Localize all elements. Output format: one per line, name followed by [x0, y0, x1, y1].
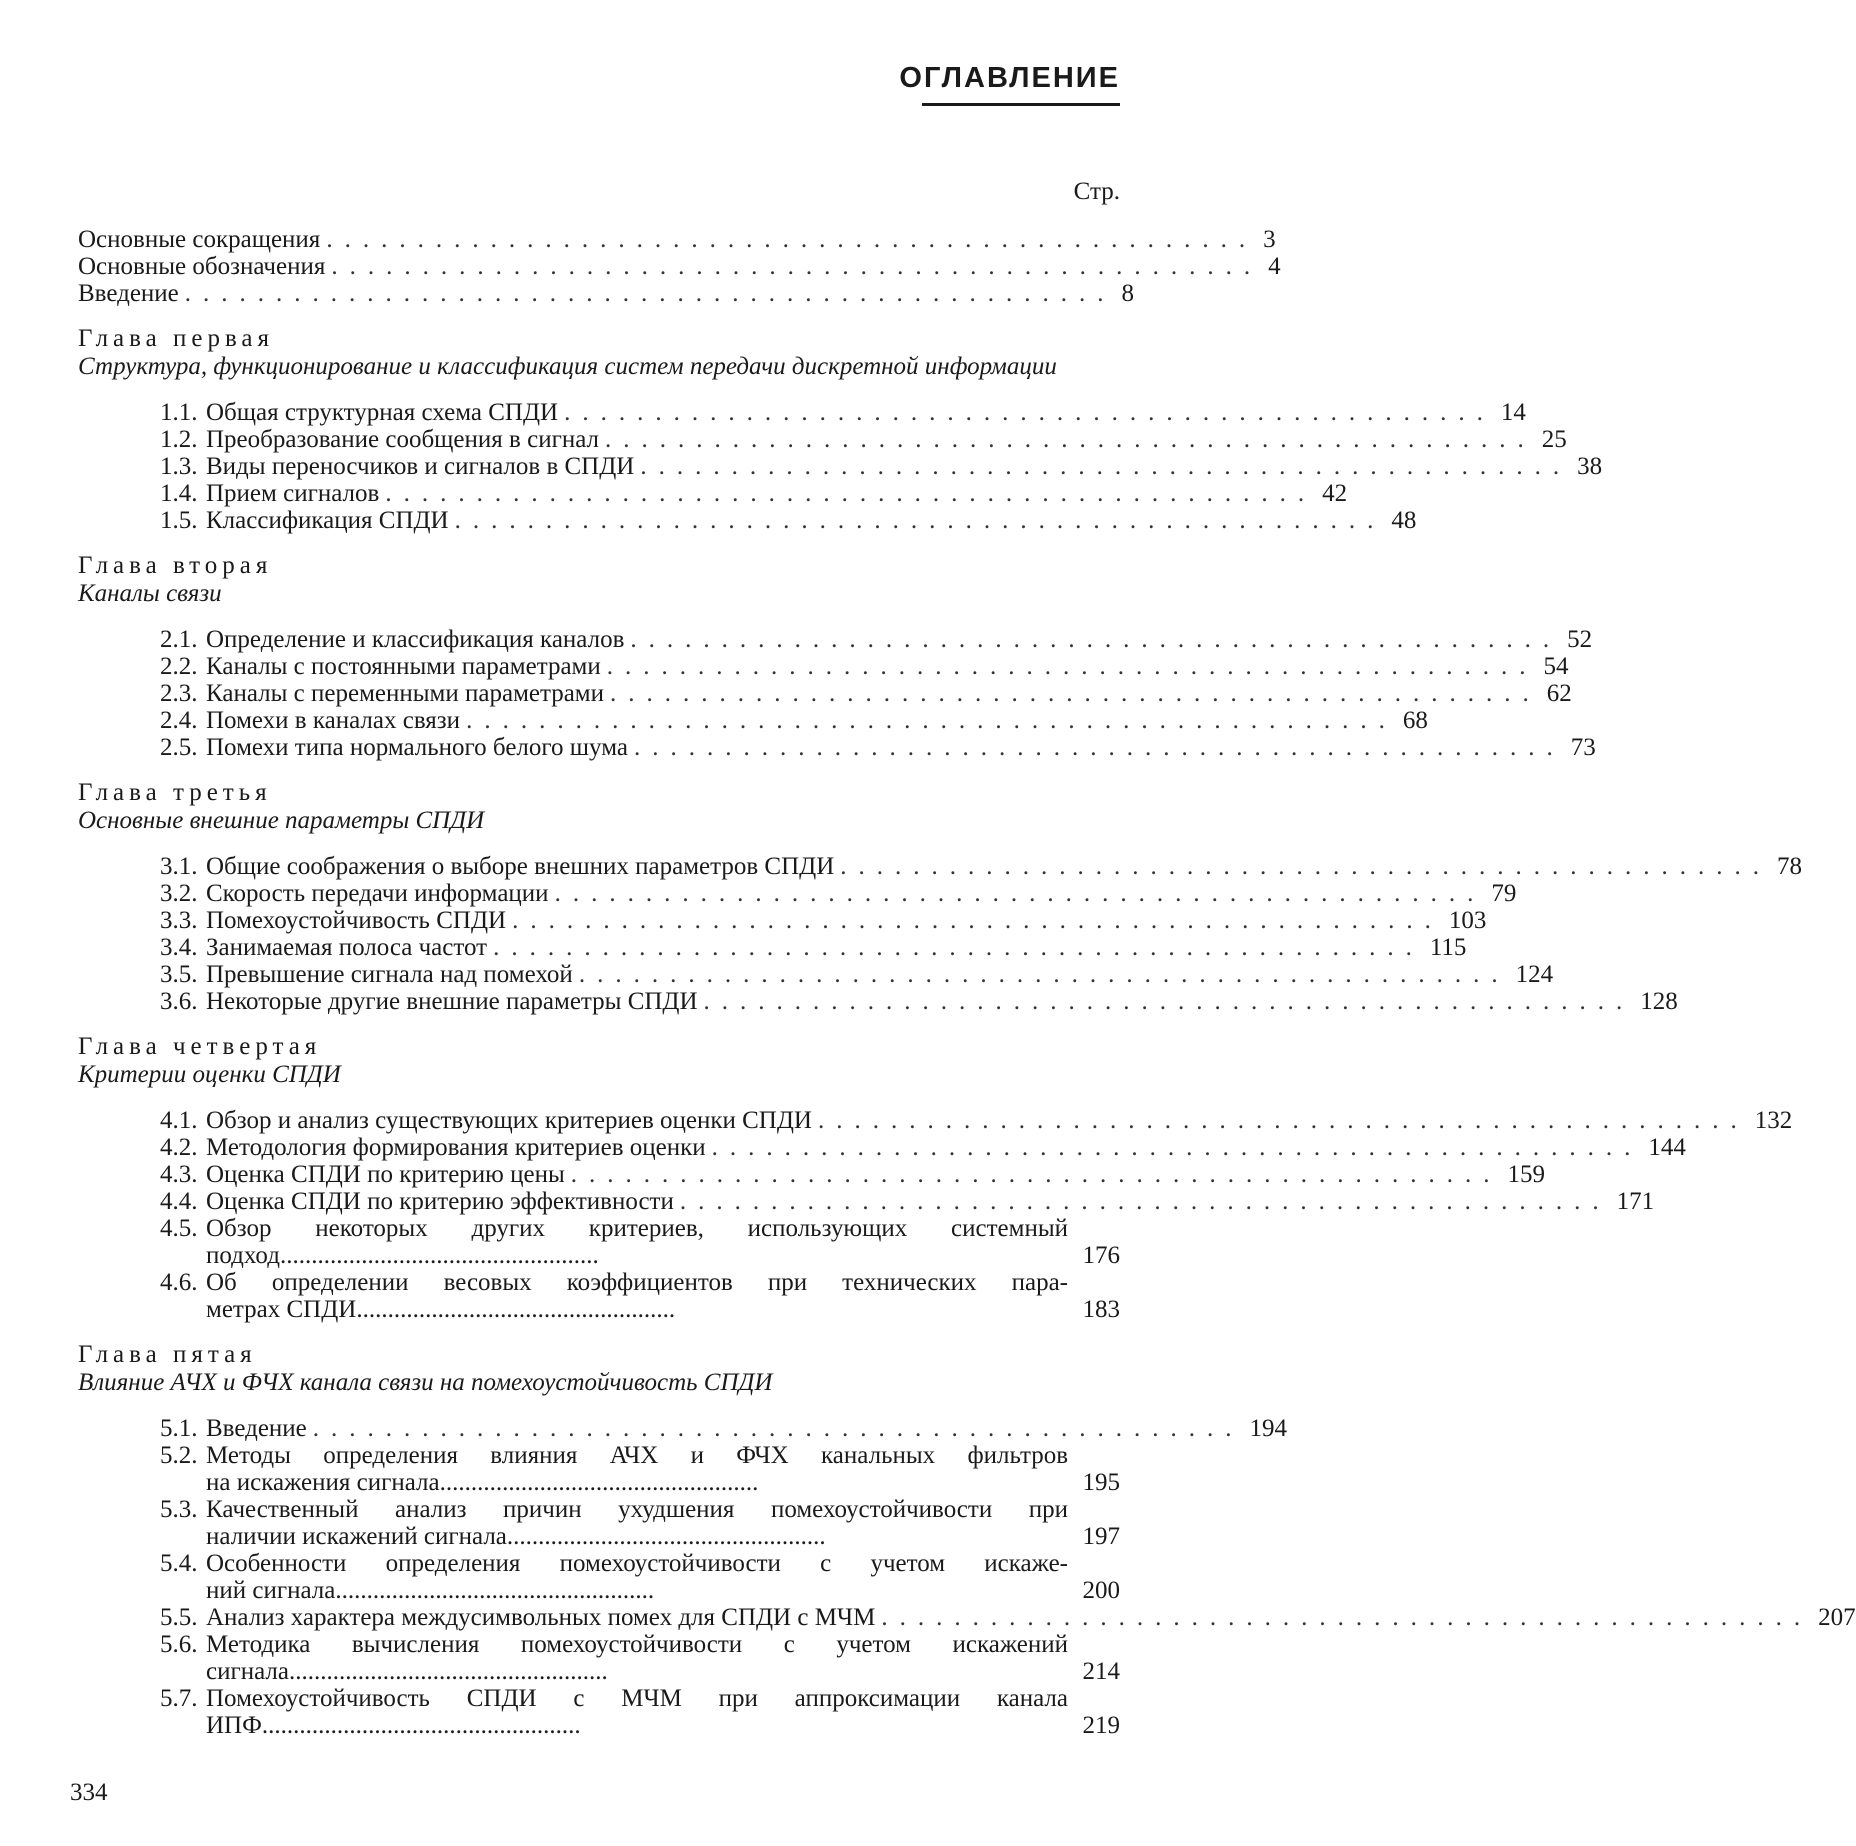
toc-section-page: 219 [1082, 1712, 1120, 1739]
section-number: 3.2. [160, 880, 198, 907]
toc-section [78, 988, 1678, 1015]
section-title-line2: ний сигнала [206, 1577, 336, 1604]
section-number: 4.4. [160, 1188, 198, 1215]
dot-leader: ................................................... [512, 907, 1443, 934]
toc-section-label [160, 961, 573, 988]
chapter-title [78, 1061, 1120, 1089]
toc-section-page: 194 [1249, 1415, 1288, 1442]
toc-section [78, 1631, 1120, 1685]
section-title: Определение и классификация каналов [206, 626, 625, 653]
dot-leader: ................................................... [454, 507, 1386, 534]
section-number: 1.1. [160, 399, 198, 426]
toc-section-page: 195 [1082, 1469, 1120, 1496]
toc-section [78, 626, 1593, 653]
toc-section-label [160, 907, 506, 934]
dot-leader: ................................................... [289, 1658, 608, 1685]
section-title-line2: метрах СПДИ [206, 1296, 357, 1323]
section-number: 4.6. [160, 1269, 198, 1296]
toc-section-label [160, 680, 604, 707]
toc-section [78, 1215, 1120, 1269]
section-title: Общая структурная схема СПДИ [206, 399, 559, 426]
section-title: Помехи типа нормального белого шума [206, 734, 628, 761]
section-number: 1.3. [160, 453, 198, 480]
dot-leader: ................................................... [385, 480, 1317, 507]
toc-section-page: 124 [1515, 961, 1554, 988]
section-title: Введение [206, 1415, 307, 1442]
dot-leader: ................................................... [840, 853, 1772, 880]
toc-section-label [160, 453, 634, 480]
section-title: Оценка СПДИ по критерию эффективности [206, 1188, 674, 1215]
section-title-line2: сигнала [206, 1658, 289, 1685]
section-title-last-line [206, 1712, 1120, 1739]
toc-section-page: 132 [1754, 1107, 1793, 1134]
dot-leader: ................................................... [578, 961, 1510, 988]
section-title-line1: Методы определения влияния АЧХ и ФЧХ канальных фильтров [206, 1442, 1068, 1469]
toc-section-page: 25 [1541, 426, 1567, 453]
section-number: 3.1. [160, 853, 198, 880]
section-number: 2.4. [160, 707, 198, 734]
dot-leader: ................................................... [279, 1242, 599, 1269]
section-number: 5.7. [160, 1685, 198, 1712]
section-title: Методология формирования критериев оценки [206, 1134, 706, 1161]
toc-section-label [160, 653, 601, 680]
toc-section-label [160, 1415, 307, 1442]
toc-section-label [160, 1604, 875, 1631]
dot-leader: ................................................... [356, 1296, 676, 1323]
chapter-title [78, 1369, 1120, 1397]
dot-leader: ................................................... [703, 988, 1635, 1015]
toc-section-label [160, 880, 549, 907]
dot-leader: ................................................... [817, 1107, 1749, 1134]
toc-section [78, 1604, 1856, 1631]
dot-leader: ................................................... [506, 1523, 826, 1550]
toc-section-page: 144 [1648, 1134, 1686, 1161]
toc-section [78, 653, 1569, 680]
section-title-line1: Методика вычисления помехоустойчивости с учетом искажений [206, 1631, 1068, 1658]
section-number: 1.2. [160, 426, 198, 453]
dot-leader: ................................................... [679, 1188, 1611, 1215]
section-title: Каналы с постоянными параметрами [206, 653, 601, 680]
toc-section-page: 200 [1082, 1577, 1120, 1604]
section-body [206, 1550, 1120, 1604]
toc-section [78, 707, 1428, 734]
chapter-title-text: Влияние АЧХ и ФЧХ канала связи на помехоустойчивость СПДИ [78, 1369, 773, 1396]
dot-leader: ................................................... [493, 934, 1424, 961]
title-underline [922, 103, 1120, 106]
chapter-heading: Глава третья [78, 779, 272, 806]
toc-section [78, 399, 1526, 426]
toc-section [78, 1415, 1288, 1442]
chapter-title [78, 353, 1120, 381]
section-title: Оценка СПДИ по критерию цены [206, 1161, 565, 1188]
section-number: 5.6. [160, 1631, 198, 1658]
section-title: Классификация СПДИ [206, 507, 449, 534]
section-title-last-line [206, 1523, 1120, 1550]
toc-section-label [160, 626, 624, 653]
section-title: Помехоустойчивость СПДИ [206, 907, 507, 934]
dot-leader: ................................................... [640, 453, 1572, 480]
section-title-last-line [206, 1577, 1120, 1604]
toc-section-page: 68 [1402, 707, 1428, 734]
toc-section-page: 128 [1640, 988, 1678, 1015]
section-title-line1: Об определении весовых коэффициентов при технических пара- [206, 1269, 1068, 1296]
toc-section [78, 1107, 1793, 1134]
toc-section-page: 176 [1082, 1242, 1120, 1269]
toc-section [78, 1161, 1545, 1188]
section-number: 4.3. [160, 1161, 198, 1188]
toc-section [78, 1685, 1120, 1739]
chapter-heading: Глава первая [78, 325, 275, 352]
chapter-title-text: Основные внешние параметры СПДИ [78, 807, 485, 834]
dot-leader: ................................................... [711, 1134, 1643, 1161]
toc-section [78, 1442, 1120, 1496]
section-number: 2.1. [160, 626, 198, 653]
toc-entry-page: 3 [1263, 226, 1276, 253]
toc-section-label [160, 507, 449, 534]
dot-leader: ................................................... [881, 1604, 1813, 1631]
section-title: Превышение сигнала над помехой [206, 961, 573, 988]
dot-leader: ................................................... [184, 280, 1116, 307]
section-number: 2.5. [160, 734, 198, 761]
toc-section-page: 48 [1391, 507, 1417, 534]
dot-leader: ................................................... [326, 226, 1258, 253]
section-body [206, 1442, 1120, 1496]
section-title-line2: ИПФ [206, 1712, 262, 1739]
page-title: ОГЛАВЛЕНИЕ [899, 62, 1120, 94]
toc-section [78, 961, 1554, 988]
section-number: 3.4. [160, 934, 198, 961]
section-title: Некоторые другие внешние параметры СПДИ [206, 988, 698, 1015]
toc-section [78, 734, 1596, 761]
section-title-line2: на искажения сигнала [206, 1469, 440, 1496]
dot-leader: ................................................... [466, 707, 1397, 734]
toc-section [78, 680, 1572, 707]
toc-section-page: 73 [1570, 734, 1596, 761]
section-title: Преобразование сообщения в сигнал [206, 426, 599, 453]
toc-section [78, 1134, 1686, 1161]
section-title: Каналы с переменными параметрами [206, 680, 605, 707]
section-title: Обзор и анализ существующих критериев оценки СПДИ [206, 1107, 812, 1134]
section-title: Помехи в каналах связи [206, 707, 461, 734]
toc-section-label [160, 1161, 565, 1188]
dot-leader: ................................................... [261, 1712, 581, 1739]
chapter-heading: Глава четвертая [78, 1033, 322, 1060]
section-title-line2: подход [206, 1242, 280, 1269]
toc-section-page: 52 [1567, 626, 1593, 653]
toc-section-page: 103 [1448, 907, 1487, 934]
toc-section-page: 42 [1322, 480, 1348, 507]
toc-section-page: 78 [1777, 853, 1803, 880]
toc-section-page: 207 [1818, 1604, 1856, 1631]
toc-entry-label: Основные сокращения [78, 226, 321, 253]
section-number: 4.1. [160, 1107, 198, 1134]
toc-section [78, 1188, 1655, 1215]
toc-section [78, 907, 1487, 934]
section-number: 3.5. [160, 961, 198, 988]
section-number: 3.6. [160, 988, 198, 1015]
section-number: 1.4. [160, 480, 198, 507]
dot-leader: ................................................... [554, 880, 1486, 907]
toc-section-page: 197 [1082, 1523, 1120, 1550]
toc-entry [78, 226, 1276, 253]
toc-section-label [160, 853, 834, 880]
toc-section-label [160, 480, 379, 507]
section-title-line2: наличии искажений сигнала [206, 1523, 507, 1550]
chapter-title-text: Критерии оценки СПДИ [78, 1061, 341, 1088]
page-column-label: Стр. [1073, 178, 1120, 205]
toc-entry-page: 8 [1121, 280, 1135, 307]
dot-leader: ................................................... [633, 734, 1565, 761]
toc-section-label [160, 707, 460, 734]
section-body [206, 1685, 1120, 1739]
toc [78, 226, 1856, 1739]
section-number: 5.3. [160, 1496, 198, 1523]
section-title-last-line [206, 1296, 1120, 1323]
chapter-heading: Глава вторая [78, 552, 273, 579]
dot-leader: ................................................... [312, 1415, 1244, 1442]
section-title: Занимаемая полоса частот [206, 934, 488, 961]
toc-entry-label: Введение [78, 280, 179, 307]
toc-section-label [160, 399, 558, 426]
chapter-title-text: Структура, функционирование и классификация систем передачи дискретной информации [78, 353, 1057, 380]
dot-leader: ................................................... [605, 426, 1536, 453]
section-title: Прием сигналов [206, 480, 380, 507]
section-body [206, 1496, 1120, 1550]
toc-section [78, 480, 1348, 507]
section-title: Общие соображения о выборе внешних параметров СПДИ [206, 853, 835, 880]
toc-section [78, 1550, 1120, 1604]
toc-section-page: 171 [1616, 1188, 1655, 1215]
chapter-heading: Глава пятая [78, 1341, 257, 1368]
section-number: 1.5. [160, 507, 198, 534]
section-title: Скорость передачи информации [206, 880, 549, 907]
toc-entry [78, 280, 1135, 307]
chapter-title [78, 807, 1120, 835]
section-number: 5.4. [160, 1550, 198, 1577]
section-number: 5.2. [160, 1442, 198, 1469]
toc-section-page: 183 [1082, 1296, 1120, 1323]
toc-section [78, 934, 1467, 961]
toc-section [78, 880, 1517, 907]
dot-leader: ................................................... [606, 653, 1538, 680]
chapter-title [78, 580, 1120, 608]
toc-section-label [160, 934, 487, 961]
section-title-last-line [206, 1242, 1120, 1269]
toc-section-page: 38 [1577, 453, 1603, 480]
section-title-last-line [206, 1658, 1120, 1685]
toc-section-page: 79 [1491, 880, 1517, 907]
toc-entry-page: 4 [1268, 253, 1281, 280]
section-title-line1: Качественный анализ причин ухудшения помехоустойчивости при [206, 1496, 1068, 1523]
dot-leader: ................................................... [335, 1577, 655, 1604]
toc-section-page: 54 [1543, 653, 1569, 680]
section-body [206, 1631, 1120, 1685]
toc-entry-label: Основные обозначения [78, 253, 326, 280]
section-number: 4.2. [160, 1134, 198, 1161]
toc-section-label [160, 1188, 674, 1215]
section-title-last-line [206, 1469, 1120, 1496]
section-title-line1: Особенности определения помехоустойчивости с учетом искаже- [206, 1550, 1068, 1577]
section-number: 5.5. [160, 1604, 198, 1631]
section-number: 2.2. [160, 653, 198, 680]
section-title-line1: Помехоустойчивость СПДИ с МЧМ при аппроксимации канала [206, 1685, 1068, 1712]
section-body [206, 1269, 1120, 1323]
dot-leader: ................................................... [439, 1469, 759, 1496]
dot-leader: ................................................... [630, 626, 1562, 653]
toc-section-page: 115 [1429, 934, 1467, 961]
dot-leader: ................................................... [564, 399, 1495, 426]
toc-section [78, 426, 1567, 453]
toc-section-page: 214 [1082, 1658, 1120, 1685]
chapter-title-text: Каналы связи [78, 580, 222, 607]
toc-section-page: 14 [1500, 399, 1526, 426]
toc-section [78, 507, 1417, 534]
section-title: Анализ характера междусимвольных помех для СПДИ с МЧМ [206, 1604, 876, 1631]
section-number: 4.5. [160, 1215, 198, 1242]
dot-leader: ................................................... [570, 1161, 1502, 1188]
toc-section-label [160, 988, 698, 1015]
section-number: 5.1. [160, 1415, 198, 1442]
dot-leader: ................................................... [610, 680, 1541, 707]
section-number: 3.3. [160, 907, 198, 934]
toc-section [78, 1269, 1120, 1323]
dot-leader: ................................................... [331, 253, 1263, 280]
section-body [206, 1215, 1120, 1269]
toc-entry [78, 253, 1281, 280]
section-number: 2.3. [160, 680, 198, 707]
toc-section-label [160, 1107, 812, 1134]
section-title-line1: Обзор некоторых других критериев, использующих системный [206, 1215, 1068, 1242]
section-title: Виды переносчиков и сигналов в СПДИ [206, 453, 635, 480]
toc-section [78, 453, 1603, 480]
toc-section-page: 62 [1546, 680, 1572, 707]
toc-section [78, 1496, 1120, 1550]
toc-section-page: 159 [1507, 1161, 1545, 1188]
toc-section-label [160, 1134, 706, 1161]
toc-section [78, 853, 1803, 880]
toc-section-label [160, 426, 599, 453]
toc-section-label [160, 734, 628, 761]
footer-page-number: 334 [70, 1779, 108, 1806]
